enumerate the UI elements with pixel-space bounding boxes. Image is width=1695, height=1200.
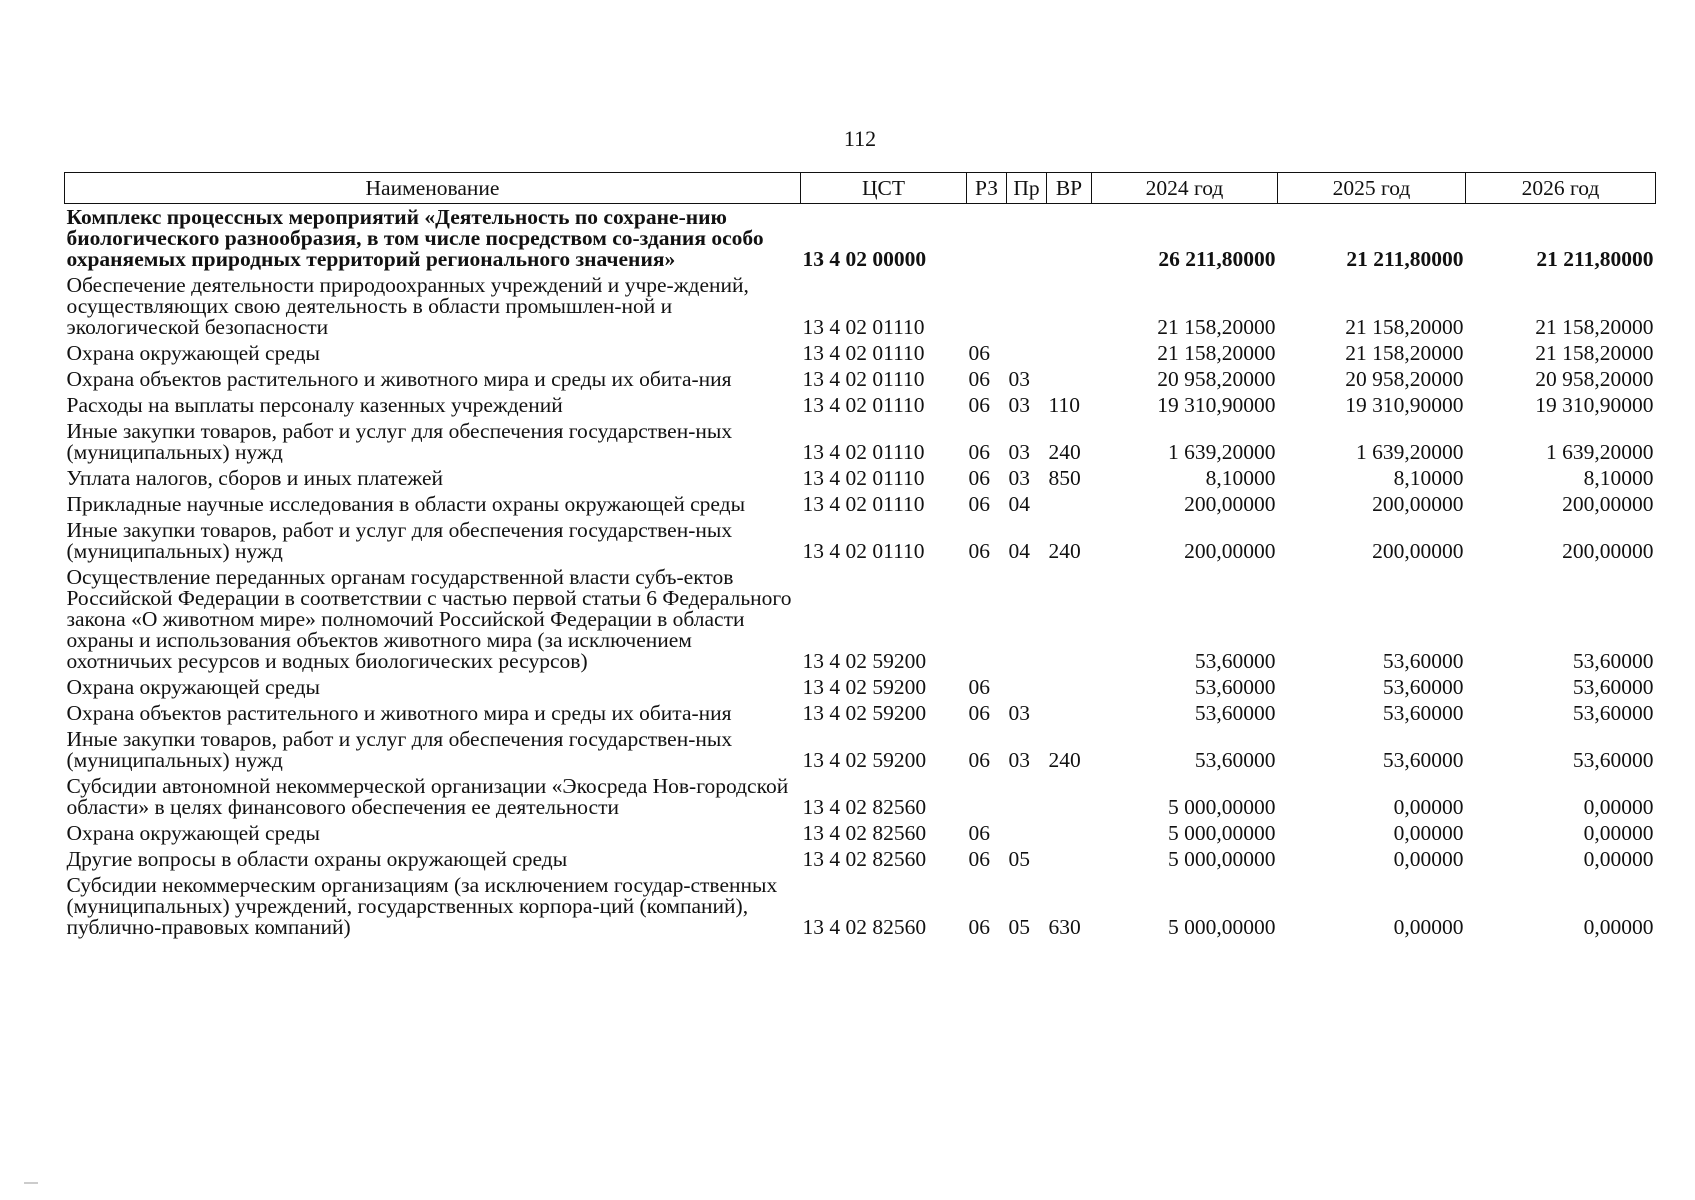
row-value-2025: 21 211,80000	[1346, 247, 1464, 271]
header-cst: ЦСТ	[801, 173, 967, 204]
budget-table	[64, 172, 1656, 940]
row-value-2025: 0,00000	[1393, 847, 1464, 871]
row-value-2024: 20 958,20000	[1157, 367, 1276, 391]
row-cst: 13 4 02 59200	[802, 748, 927, 772]
row-value-2024: 21 158,20000	[1157, 341, 1276, 365]
row-cst: 13 4 02 82560	[802, 847, 927, 871]
row-value-2024: 5 000,00000	[1168, 915, 1276, 939]
row-value-2026: 21 211,80000	[1536, 247, 1654, 271]
row-value-2025: 19 310,90000	[1345, 393, 1464, 417]
table-row	[65, 204, 1656, 273]
row-cst: 13 4 02 01110	[802, 440, 925, 464]
row-value-2026: 53,60000	[1572, 675, 1654, 699]
row-value-2026: 0,00000	[1583, 795, 1654, 819]
row-value-2026: 8,10000	[1583, 466, 1654, 490]
row-cst: 13 4 02 82560	[802, 915, 927, 939]
row-value-2026: 0,00000	[1583, 821, 1654, 845]
row-vr: 110	[1048, 393, 1080, 417]
row-vr	[1047, 491, 1092, 517]
row-value-2024: 5 000,00000	[1168, 847, 1276, 871]
row-value-2026: 53,60000	[1572, 701, 1654, 725]
row-name: Расходы на выплаты персоналу казенных учреждений	[66, 393, 563, 417]
row-value-2024: 26 211,80000	[1158, 247, 1276, 271]
row-rz: 06	[968, 367, 990, 391]
row-rz: 06	[968, 492, 990, 516]
table-row	[65, 820, 1656, 846]
table-row	[65, 392, 1656, 418]
row-cst: 13 4 02 01110	[802, 393, 925, 417]
table-row	[65, 418, 1656, 465]
row-pr	[1007, 674, 1047, 700]
row-vr: 630	[1048, 915, 1081, 939]
row-value-2025: 53,60000	[1382, 649, 1464, 673]
table-row	[65, 465, 1656, 491]
row-rz: 06	[968, 847, 990, 871]
row-value-2024: 53,60000	[1194, 748, 1276, 772]
table-row	[65, 846, 1656, 872]
table-row	[65, 773, 1656, 820]
row-vr	[1047, 366, 1092, 392]
row-value-2025: 0,00000	[1393, 821, 1464, 845]
row-value-2025: 21 158,20000	[1345, 341, 1464, 365]
row-pr: 03	[1008, 440, 1030, 464]
row-name: Иные закупки товаров, работ и услуг для обеспечения государствен-ных (муниципальных) нужд	[66, 727, 733, 772]
row-value-2025: 53,60000	[1382, 748, 1464, 772]
row-cst: 13 4 02 59200	[802, 649, 927, 673]
header-2026: 2026 год	[1466, 173, 1656, 204]
row-value-2026: 19 310,90000	[1535, 393, 1654, 417]
table-row	[65, 674, 1656, 700]
row-vr	[1047, 674, 1092, 700]
row-value-2025: 200,00000	[1372, 539, 1464, 563]
row-rz	[967, 272, 1007, 340]
table-row	[65, 491, 1656, 517]
table-row	[65, 272, 1656, 340]
row-value-2025: 53,60000	[1382, 701, 1464, 725]
table-row	[65, 872, 1656, 940]
row-pr: 04	[1008, 492, 1030, 516]
row-value-2024: 53,60000	[1194, 701, 1276, 725]
row-value-2026: 200,00000	[1562, 539, 1654, 563]
row-value-2024: 21 158,20000	[1157, 315, 1276, 339]
row-pr	[1007, 564, 1047, 674]
row-value-2026: 1 639,20000	[1546, 440, 1654, 464]
row-vr: 240	[1048, 748, 1081, 772]
row-name: Прикладные научные исследования в области охраны окружающей среды	[66, 492, 746, 516]
row-pr: 03	[1008, 701, 1030, 725]
row-rz: 06	[968, 341, 990, 365]
row-rz: 06	[968, 748, 990, 772]
row-vr: 240	[1048, 539, 1081, 563]
row-vr	[1047, 820, 1092, 846]
row-value-2024: 200,00000	[1184, 539, 1276, 563]
row-cst: 13 4 02 82560	[802, 795, 927, 819]
row-name: Обеспечение деятельности природоохранных учреждений и учре-ждений, осуществляющих свою деятельность в области промышлен-ной и экологической безопасности	[66, 273, 749, 339]
row-name: Охрана объектов растительного и животного мира и среды их обита-ния	[66, 367, 732, 391]
row-vr	[1047, 272, 1092, 340]
row-value-2025: 8,10000	[1393, 466, 1464, 490]
row-name: Иные закупки товаров, работ и услуг для обеспечения государствен-ных (муниципальных) нужд	[66, 518, 733, 563]
row-rz: 06	[968, 821, 990, 845]
row-name: Другие вопросы в области охраны окружающей среды	[66, 847, 568, 871]
row-rz: 06	[968, 466, 990, 490]
scan-artifact	[24, 1182, 38, 1184]
row-value-2025: 200,00000	[1372, 492, 1464, 516]
row-value-2025: 0,00000	[1393, 915, 1464, 939]
row-cst: 13 4 02 01110	[802, 367, 925, 391]
row-value-2026: 53,60000	[1572, 649, 1654, 673]
header-2024: 2024 год	[1092, 173, 1278, 204]
table-header-row	[65, 173, 1656, 204]
row-cst: 13 4 02 59200	[802, 701, 927, 725]
row-name: Субсидии некоммерческим организациям (за исключением государ-ственных (муниципальных) учреждений, государственных корпора-ций (компаний), публично-правовых компаний)	[66, 873, 778, 939]
table-row	[65, 564, 1656, 674]
row-value-2026: 53,60000	[1572, 748, 1654, 772]
row-name: Уплата налогов, сборов и иных платежей	[66, 466, 444, 490]
header-vr: ВР	[1047, 173, 1092, 204]
header-pr: Пр	[1007, 173, 1047, 204]
row-pr	[1007, 773, 1047, 820]
row-cst: 13 4 02 01110	[802, 341, 925, 365]
row-pr	[1007, 340, 1047, 366]
row-pr: 05	[1008, 915, 1030, 939]
row-value-2025: 21 158,20000	[1345, 315, 1464, 339]
row-value-2026: 0,00000	[1583, 847, 1654, 871]
row-pr: 03	[1008, 393, 1030, 417]
row-name: Охрана окружающей среды	[66, 675, 320, 699]
row-name: Охрана объектов растительного и животного мира и среды их обита-ния	[66, 701, 732, 725]
row-cst: 13 4 02 01110	[802, 315, 925, 339]
table-row	[65, 340, 1656, 366]
row-value-2024: 53,60000	[1194, 649, 1276, 673]
row-vr	[1047, 846, 1092, 872]
row-pr: 03	[1008, 466, 1030, 490]
row-vr	[1047, 204, 1092, 273]
row-pr: 04	[1008, 539, 1030, 563]
row-cst: 13 4 02 00000	[802, 247, 927, 271]
row-value-2024: 1 639,20000	[1168, 440, 1276, 464]
row-value-2025: 0,00000	[1393, 795, 1464, 819]
row-rz: 06	[968, 393, 990, 417]
table-row	[65, 726, 1656, 773]
row-cst: 13 4 02 59200	[802, 675, 927, 699]
table-row	[65, 517, 1656, 564]
row-rz	[967, 564, 1007, 674]
row-value-2024: 5 000,00000	[1168, 821, 1276, 845]
row-value-2024: 8,10000	[1205, 466, 1276, 490]
row-name: Охрана окружающей среды	[66, 821, 320, 845]
row-cst: 13 4 02 01110	[802, 492, 925, 516]
table-row	[65, 366, 1656, 392]
row-name: Осуществление переданных органам государственной власти субъ-ектов Российской Федерации в соответствии с частью первой статьи 6 Федерального закона «О животном мире» полномочий Российской Федерации в области охраны и использования объектов животного мира (за исключением охотничьих ресурсов и водных биологических ресурсов)	[66, 565, 792, 673]
table-row	[65, 700, 1656, 726]
row-rz: 06	[968, 915, 990, 939]
row-value-2025: 53,60000	[1382, 675, 1464, 699]
row-vr: 850	[1048, 466, 1081, 490]
row-name: Субсидии автономной некоммерческой организации «Экосреда Нов-городской области» в целях финансового обеспечения ее деятельности	[66, 774, 789, 819]
row-pr: 03	[1008, 748, 1030, 772]
row-value-2026: 20 958,20000	[1535, 367, 1654, 391]
row-vr	[1047, 700, 1092, 726]
row-value-2025: 20 958,20000	[1345, 367, 1464, 391]
row-value-2024: 200,00000	[1184, 492, 1276, 516]
row-value-2024: 53,60000	[1194, 675, 1276, 699]
header-rz: РЗ	[967, 173, 1007, 204]
row-value-2026: 0,00000	[1583, 915, 1654, 939]
row-value-2026: 21 158,20000	[1535, 341, 1654, 365]
row-value-2024: 19 310,90000	[1157, 393, 1276, 417]
row-pr	[1007, 820, 1047, 846]
row-value-2024: 5 000,00000	[1168, 795, 1276, 819]
page-number: 112	[843, 126, 877, 151]
row-pr	[1007, 204, 1047, 273]
row-vr: 240	[1048, 440, 1081, 464]
row-name: Иные закупки товаров, работ и услуг для обеспечения государствен-ных (муниципальных) нужд	[66, 419, 733, 464]
row-cst: 13 4 02 01110	[802, 466, 925, 490]
row-cst: 13 4 02 82560	[802, 821, 927, 845]
row-rz: 06	[968, 440, 990, 464]
header-2025: 2025 год	[1278, 173, 1466, 204]
row-value-2025: 1 639,20000	[1356, 440, 1464, 464]
row-vr	[1047, 564, 1092, 674]
row-name: Охрана окружающей среды	[66, 341, 320, 365]
row-rz	[967, 773, 1007, 820]
row-vr	[1047, 340, 1092, 366]
row-name: Комплекс процессных мероприятий «Деятельность по сохране-нию биологического разнообразия, в том числе посредством со-здания особо охраняемых природных территорий регионального значения»	[66, 205, 764, 271]
row-pr: 03	[1008, 367, 1030, 391]
row-value-2026: 200,00000	[1562, 492, 1654, 516]
row-cst: 13 4 02 01110	[802, 539, 925, 563]
row-value-2026: 21 158,20000	[1535, 315, 1654, 339]
row-rz	[967, 204, 1007, 273]
row-rz: 06	[968, 539, 990, 563]
row-rz: 06	[968, 675, 990, 699]
row-vr	[1047, 773, 1092, 820]
row-pr	[1007, 272, 1047, 340]
row-pr: 05	[1008, 847, 1030, 871]
row-rz: 06	[968, 701, 990, 725]
header-name: Наименование	[65, 173, 801, 204]
